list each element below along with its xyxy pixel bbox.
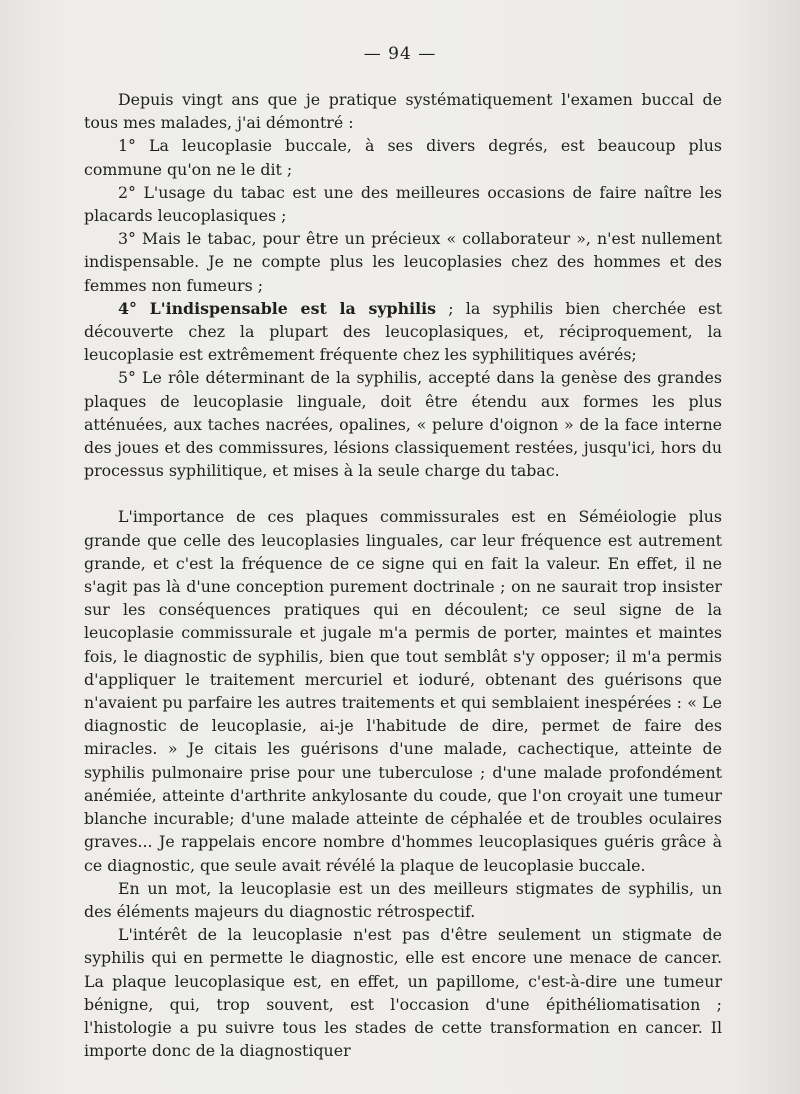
numbered-point-3: 3° Mais le tabac, pour être un précieux « collaborateur », n'est nullement indispensable. Je ne compte plus les leucoplasies chez des hommes et des femmes non fumeurs ;: [84, 229, 722, 295]
body-paragraph-3: L'intérêt de la leucoplasie n'est pas d'être seulement un stigmate de syphilis qui en permette le diagnostic, elle est encore une menace de cancer. La plaque leucoplasique est, en effet, un papillome, c'est-à-dire une tumeur bénigne, qui, trop souvent, est l'occasion d'une épithéliomatisation ; l'histologie a pu suivre tous les stades de cette transformation en cancer. Il importe donc de la diagnostiquer: [84, 925, 722, 1061]
numbered-point-5: 5° Le rôle déterminant de la syphilis, accepté dans la genèse des grandes plaques de leucoplasie linguale, doit être étendu aux formes les plus atténuées, aux taches nacrées, opalines, « pelure d'oignon » de la face interne des joues et des commissures, lésions classiquement restées, jusqu'ici, hors du processus syphilitique, et mises à la seule charge du tabac.: [84, 368, 722, 481]
page-body: [84, 88, 722, 1062]
numbered-point-4: [84, 297, 722, 367]
point-4-text: ; la syphilis bien cherchée est découverte chez la plupart des leucoplasiques, et, réciproquement, la leucoplasie est extrêmement fréquente chez les syphilitiques avérés;: [84, 298, 722, 365]
page-number: — 94 —: [363, 44, 437, 64]
body-paragraph-1: L'importance de ces plaques commissurales est en Séméiologie plus grande que celle des leucoplasies linguales, car leur fréquence est autrement grande, et c'est la fréquence de ce signe qui en fait la valeur. En effet, il ne s'agit pas là d'une conception purement doctrinale ; on ne saurait trop insister sur les conséquences pratiques qui en découlent; ce seul signe de la leucoplasie commissurale et jugale m'a permis de porter, maintes et maintes fois, le diagnostic de syphilis, bien que tout semblât s'y opposer; il m'a permis d'appliquer le traitement mercuriel et ioduré, obtenant des guérisons que n'avaient pu parfaire les autres traitements et qui semblaient inespérées : « Le diagnostic de leucoplasie, ai-je l'habitude de dire, permet de faire des miracles. » Je citais les guérisons d'une malade, cachectique, atteinte de syphilis pulmonaire prise pour une tuberculose ; d'une malade profondément anémiée, atteinte d'arthrite ankylosante du coude, que l'on croyait une tumeur blanche incurable; d'une malade atteinte de céphalée et de troubles oculaires graves... Je rappelais encore nombre d'hommes leucoplasiques guéris grâce à ce diagnostic, que seule avait révélé la plaque de leucoplasie buccale.: [84, 507, 722, 875]
intro-paragraph: Depuis vingt ans que je pratique systématiquement l'examen buccal de tous mes malades, j'ai démontré :: [84, 90, 722, 133]
numbered-point-1: 1° La leucoplasie buccale, à ses divers degrés, est beaucoup plus commune qu'on ne le dit ;: [84, 136, 722, 179]
point-4-emphasis: 4° L'indispensable est la syphilis: [118, 298, 436, 318]
body-paragraph-2: En un mot, la leucoplasie est un des meilleurs stigmates de syphilis, un des éléments majeurs du diagnostic rétrospectif.: [84, 878, 722, 921]
numbered-point-2: 2° L'usage du tabac est une des meilleures occasions de faire naître les placards leucoplasiques ;: [84, 182, 722, 226]
